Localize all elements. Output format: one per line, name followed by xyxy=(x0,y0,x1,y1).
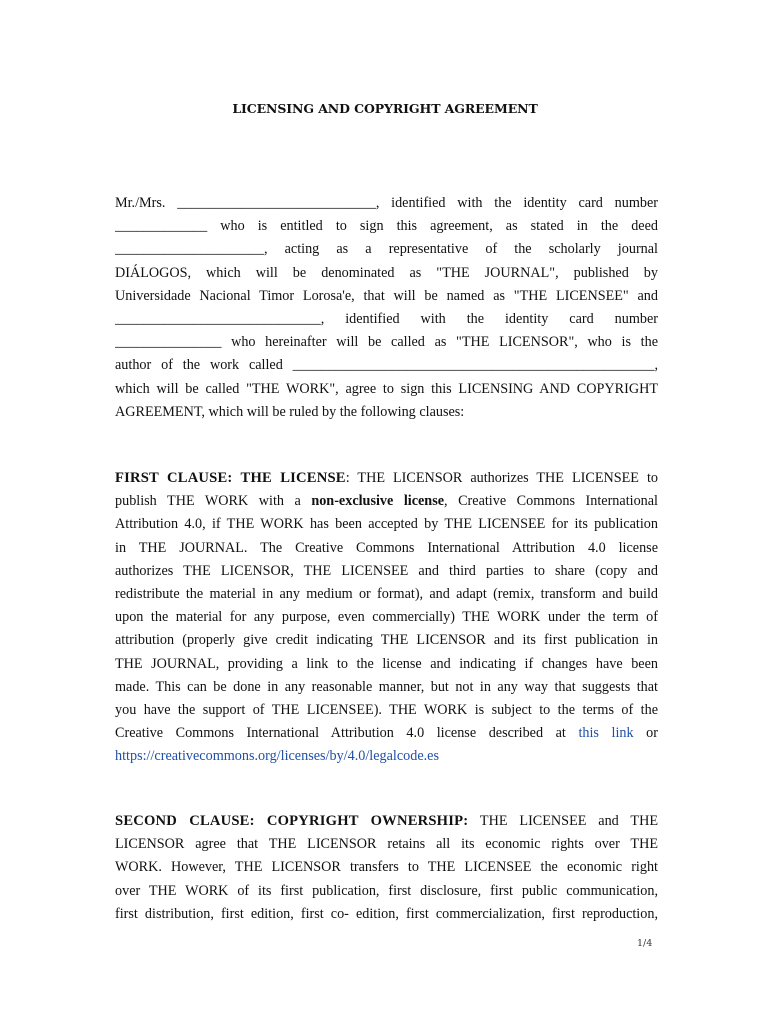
first-clause-text: : THE LICENSOR authorizes THE LICENSEE to xyxy=(345,470,658,486)
second-clause-line: over THE WORK of its first publication, first disclosure, first public communication, xyxy=(115,882,658,899)
document-title: LICENSING AND COPYRIGHT AGREEMENT xyxy=(232,101,538,116)
preamble-line: _____________________________, identified with the identity card number xyxy=(115,310,658,327)
license-url-link[interactable]: https://creativecommons.org/licenses/by/4.0/legalcode.es xyxy=(115,748,439,765)
second-clause-line xyxy=(115,810,658,833)
second-clause-line: LICENSOR agree that THE LICENSOR retains all its economic rights over THE xyxy=(115,836,658,853)
preamble-line: _____________ who is entitled to sign this agreement, as stated in the deed xyxy=(115,218,658,235)
preamble-line: Mr./Mrs. ____________________________, identified with the identity card number xyxy=(115,195,658,211)
preamble-line: DIÁLOGOS, which will be denominated as "THE JOURNAL", published by xyxy=(115,264,658,281)
first-clause-text: Creative Commons International Attribution 4.0 license described at xyxy=(115,725,579,742)
preamble-paragraph xyxy=(115,192,658,424)
second-clause-heading: SECOND CLAUSE: COPYRIGHT OWNERSHIP: xyxy=(115,813,469,829)
first-clause-line: upon the material for any purpose, even commercially) THE WORK under the term of xyxy=(115,609,658,626)
preamble-line: Universidade Nacional Timor Lorosa'e, that will be named as "THE LICENSEE" and xyxy=(115,287,658,304)
preamble-line: _______________ who hereinafter will be called as "THE LICENSOR", who is the xyxy=(115,334,658,351)
second-clause-text: THE LICENSEE and THE xyxy=(468,813,658,829)
page-number: 1/4 xyxy=(637,938,653,949)
first-clause-paragraph xyxy=(115,467,658,768)
second-clause-line: WORK. However, THE LICENSOR transfers to THE LICENSEE the economic right xyxy=(115,859,658,876)
second-clause-line: first distribution, first edition, first co- edition, first commercialization, first reproduction, xyxy=(115,905,658,922)
second-clause-paragraph xyxy=(115,810,658,926)
first-clause-line: authorizes THE LICENSOR, THE LICENSEE and third parties to share (copy and xyxy=(115,562,658,579)
preamble-line: AGREEMENT, which will be ruled by the following clauses: xyxy=(115,403,465,420)
first-clause-text: or xyxy=(633,725,658,742)
first-clause-line: you have the support of THE LICENSEE). THE WORK is subject to the terms of the xyxy=(115,701,658,718)
first-clause-text: , Creative Commons International xyxy=(444,493,658,510)
first-clause-line: made. This can be done in any reasonable manner, but not in any way that suggests that xyxy=(115,678,658,695)
first-clause-line: Attribution 4.0, if THE WORK has been accepted by THE LICENSEE for its publication xyxy=(115,516,658,533)
first-clause-heading: FIRST CLAUSE: THE LICENSE xyxy=(115,470,346,486)
preamble-line: which will be called "THE WORK", agree to sign this LICENSING AND COPYRIGHT xyxy=(115,380,658,397)
first-clause-line: THE JOURNAL, providing a link to the license and indicating if changes have been xyxy=(115,655,658,672)
first-clause-line: attribution (properly give credit indicating THE LICENSOR and its first publication in xyxy=(115,632,658,649)
first-clause-text: publish THE WORK with a xyxy=(115,493,312,510)
non-exclusive-license-emphasis: non-exclusive license xyxy=(311,493,445,510)
first-clause-line xyxy=(115,467,658,490)
first-clause-line: in THE JOURNAL. The Creative Commons International Attribution 4.0 license xyxy=(115,539,658,556)
first-clause-line xyxy=(115,722,658,745)
preamble-line: _____________________, acting as a representative of the scholarly journal xyxy=(115,241,658,258)
preamble-line: author of the work called ___________________________________________________, xyxy=(115,357,658,374)
license-link[interactable]: this link xyxy=(578,725,634,742)
first-clause-line xyxy=(115,490,658,513)
first-clause-line: redistribute the material in any medium or format), and adapt (remix, transform and build xyxy=(115,585,658,602)
